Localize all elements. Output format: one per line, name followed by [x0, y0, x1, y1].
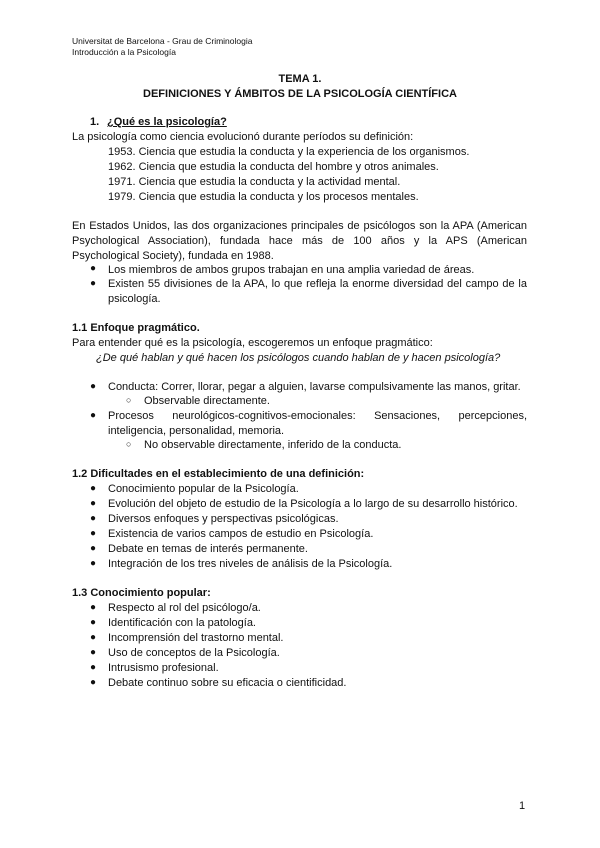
section13-heading: 1.3 Conocimiento popular: — [72, 587, 211, 599]
section12-item: Existencia de varios campos de estudio en Psicología. — [108, 528, 374, 540]
title-tema: TEMA 1. — [278, 73, 322, 85]
section13-item: Intrusismo profesional. — [108, 662, 219, 674]
section12-item: Debate en temas de interés permanente. — [108, 543, 308, 555]
section11-bullet2-line1: Procesos neurológicos-cognitivos-emocionales: Sensaciones, percepciones, — [108, 410, 527, 422]
bullet-icon: ● — [90, 263, 97, 274]
section11-bullet2-line2: inteligencia, personalidad, memoria. — [108, 425, 285, 437]
bullet-icon: ● — [90, 647, 97, 658]
title-main: DEFINICIONES Y ÁMBITOS DE LA PSICOLOGÍA CIENTÍFICA — [143, 88, 457, 100]
bullet-icon: ● — [90, 278, 97, 289]
section12-item: Evolución del objeto de estudio de la Psicología a lo largo de su desarrollo histórico. — [108, 498, 518, 510]
bullet-icon: ● — [90, 677, 97, 688]
section13-item: Uso de conceptos de la Psicología. — [108, 647, 280, 659]
section1-heading: ¿Qué es la psicología? — [107, 116, 227, 128]
section11-intro: Para entender qué es la psicología, escogeremos un enfoque pragmático: — [72, 337, 433, 349]
section13-item: Incomprensión del trastorno mental. — [108, 632, 284, 644]
bullet-icon: ● — [90, 602, 97, 613]
bullet-icon: ● — [90, 543, 97, 554]
definition-1979: 1979. Ciencia que estudia la conducta y los procesos mentales. — [108, 191, 419, 203]
section12-item: Diversos enfoques y perspectivas psicológicas. — [108, 513, 339, 525]
bullet-icon: ● — [90, 528, 97, 539]
bullet-icon: ● — [90, 513, 97, 524]
header-course: Introducción a la Psicología — [72, 47, 176, 57]
section1-bullet2-line1: Existen 55 divisiones de la APA, lo que refleja la enorme diversidad del campo de la — [108, 278, 527, 290]
section12-item: Conocimiento popular de la Psicología. — [108, 483, 299, 495]
apa-paragraph-line3: Psychological Society), fundada en 1988. — [72, 250, 274, 262]
bullet-icon: ● — [90, 662, 97, 673]
section11-bullet1-sub: Observable directamente. — [144, 395, 270, 407]
header-university: Universitat de Barcelona - Grau de Criminologia — [72, 36, 253, 46]
section13-item: Debate continuo sobre su eficacia o cientificidad. — [108, 677, 347, 689]
section11-question: ¿De qué hablan y qué hacen los psicólogos cuando hablan de y hacen psicología? — [96, 352, 501, 364]
section1-bullet2-line2: psicología. — [108, 293, 161, 305]
section1-number: 1. — [90, 116, 100, 128]
bullet-icon: ● — [90, 483, 97, 494]
sub-bullet-icon: ○ — [126, 395, 132, 405]
definition-1971: 1971. Ciencia que estudia la conducta y la actividad mental. — [108, 176, 401, 188]
bullet-icon: ● — [90, 410, 97, 421]
section11-bullet1: Conducta: Correr, llorar, pegar a alguien, lavarse compulsivamente las manos, gritar. — [108, 381, 521, 393]
sub-bullet-icon: ○ — [126, 439, 132, 449]
definition-1962: 1962. Ciencia que estudia la conducta del hombre y otros animales. — [108, 161, 439, 173]
section1-intro: La psicología como ciencia evolucionó durante períodos su definición: — [72, 131, 414, 143]
section13-item: Identificación con la patología. — [108, 617, 256, 629]
bullet-icon: ● — [90, 381, 97, 392]
section12-item: Integración de los tres niveles de análisis de la Psicología. — [108, 558, 393, 570]
section13-item: Respecto al rol del psicólogo/a. — [108, 602, 261, 614]
definition-1953: 1953. Ciencia que estudia la conducta y la experiencia de los organismos. — [108, 146, 470, 158]
bullet-icon: ● — [90, 632, 97, 643]
apa-paragraph-line1: En Estados Unidos, las dos organizaciones principales de psicólogos son la APA (American — [72, 220, 527, 232]
apa-paragraph-line2: Psychological Association), fundada hace más de 100 años y la APS (American — [72, 235, 527, 247]
section11-heading: 1.1 Enfoque pragmático. — [72, 322, 200, 334]
section11-bullet2-sub: No observable directamente, inferido de la conducta. — [144, 439, 402, 451]
section12-heading: 1.2 Dificultades en el establecimiento de una definición: — [72, 468, 365, 480]
page-number: 1 — [519, 800, 526, 812]
bullet-icon: ● — [90, 498, 97, 509]
section1-bullet1: Los miembros de ambos grupos trabajan en una amplia variedad de áreas. — [108, 264, 475, 276]
bullet-icon: ● — [90, 558, 97, 569]
bullet-icon: ● — [90, 617, 97, 628]
